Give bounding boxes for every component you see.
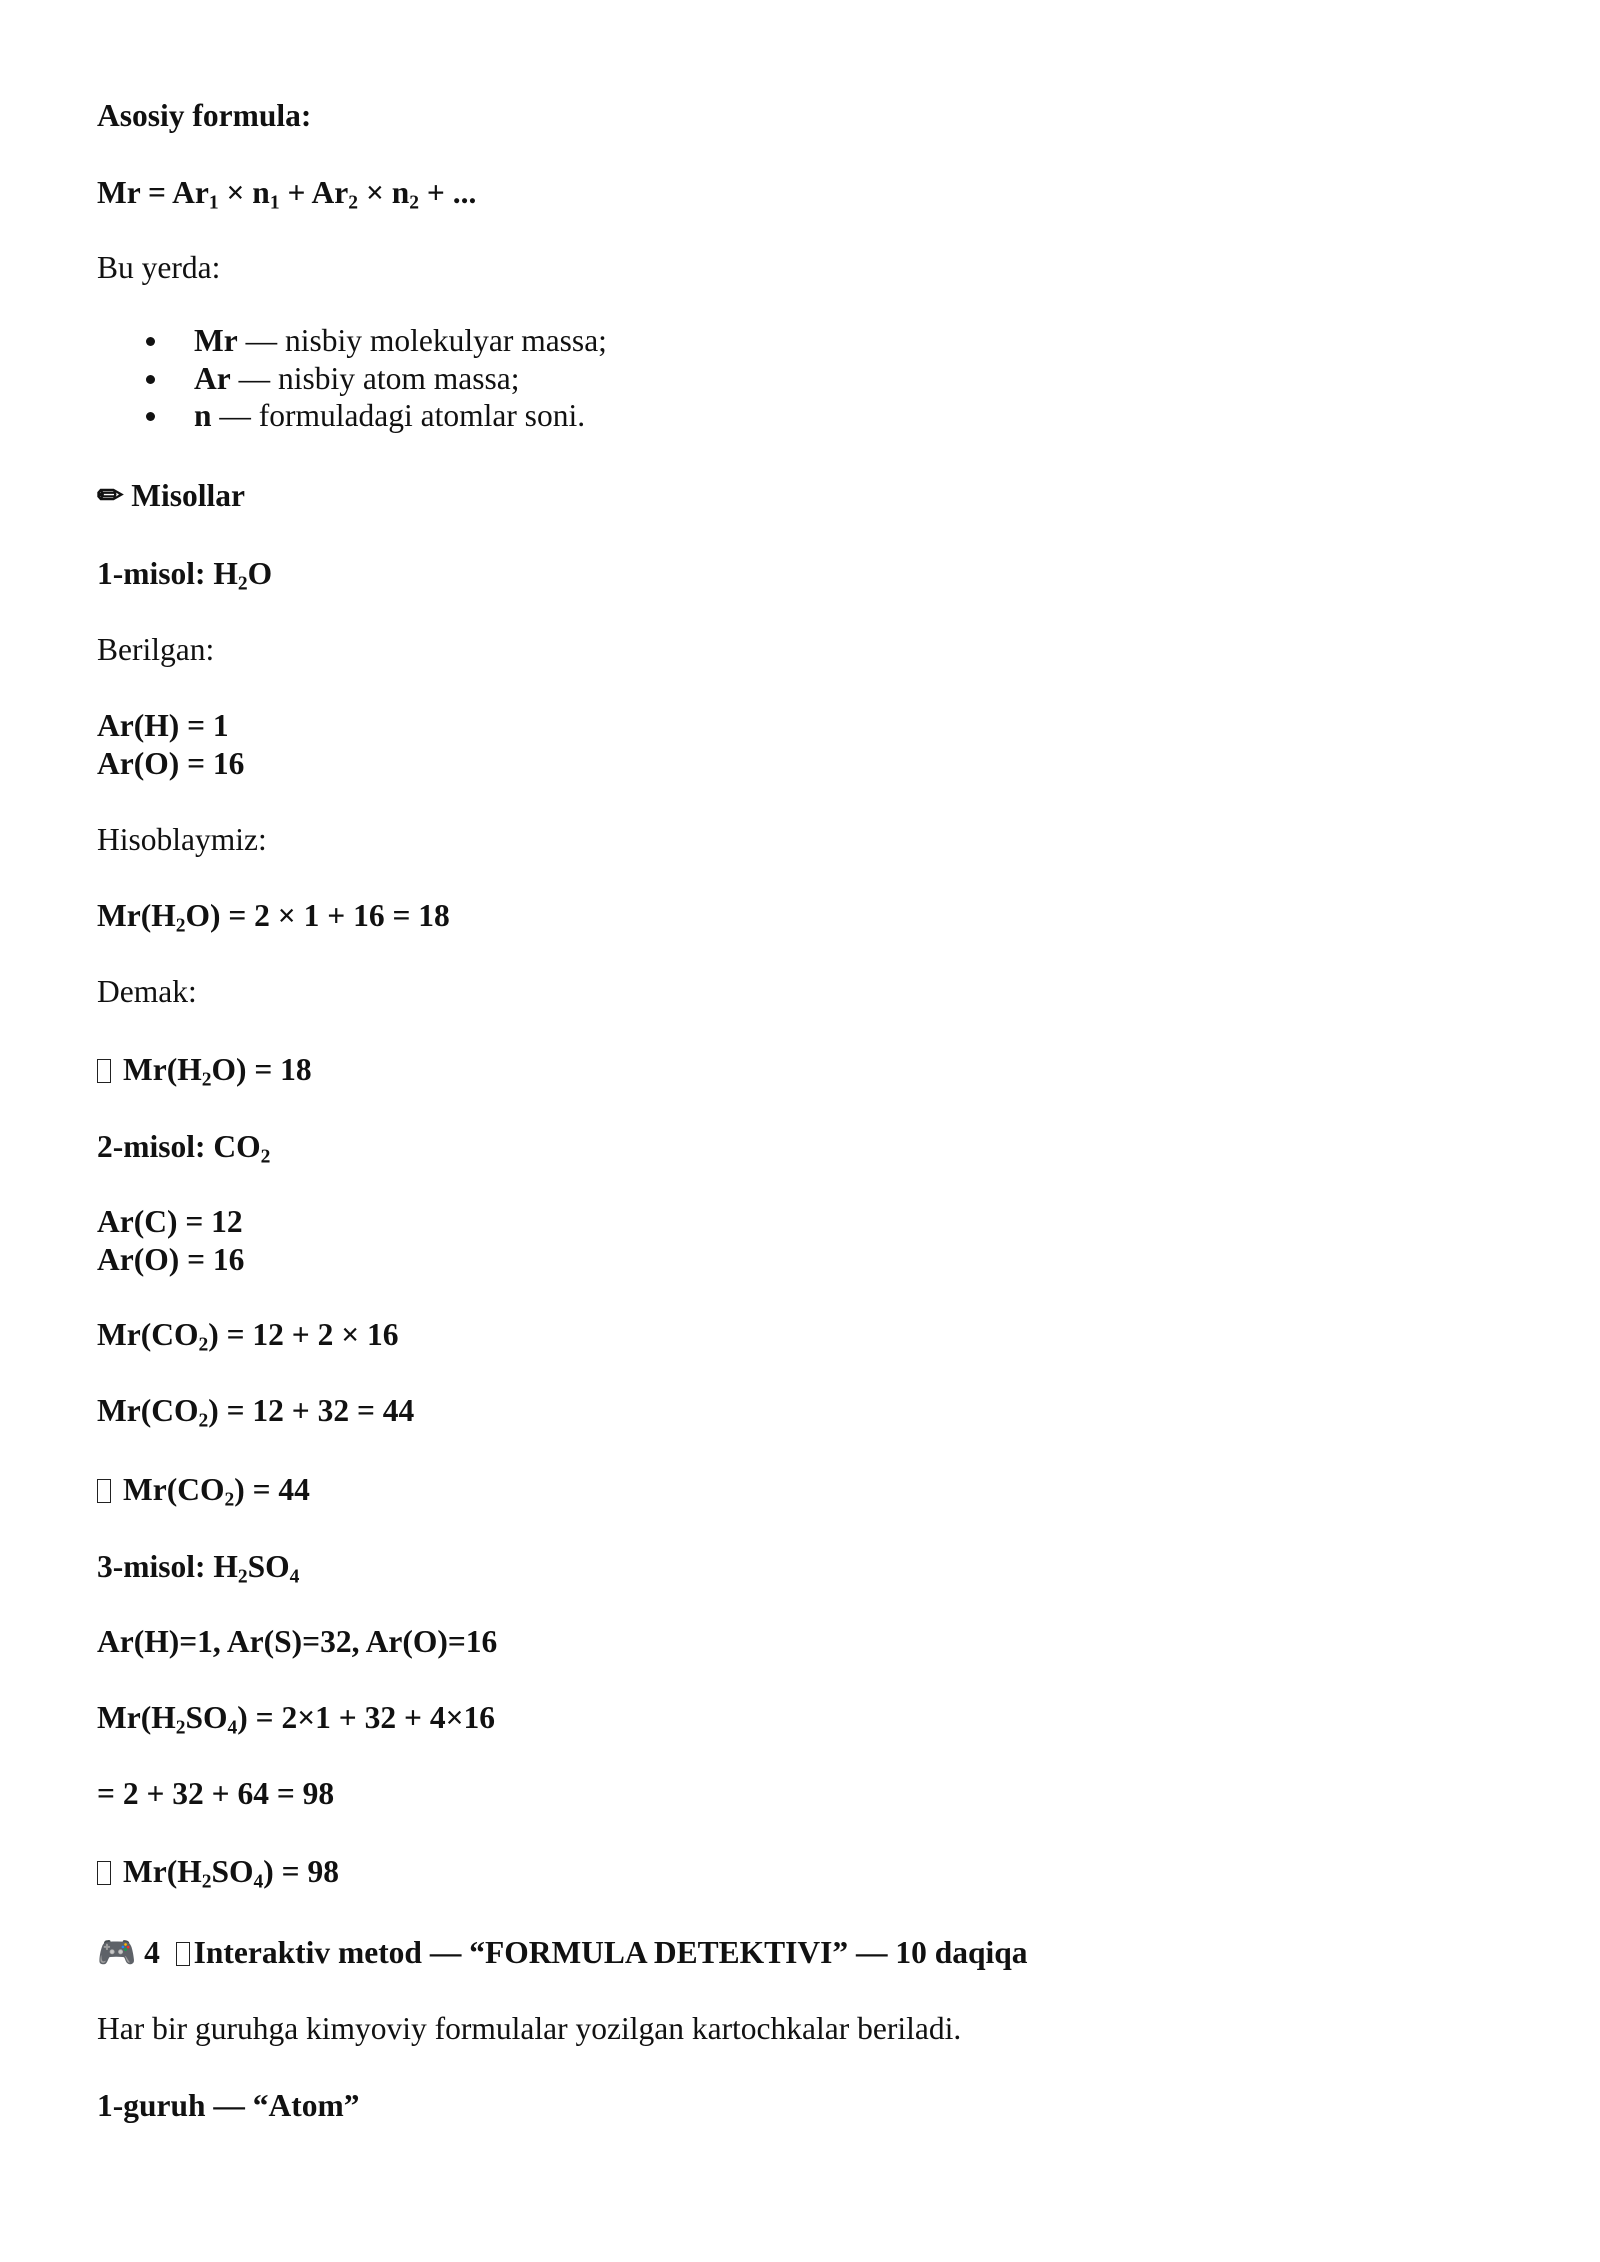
list-item: n — formuladagi atomlar soni. — [97, 397, 607, 435]
example-2-result: $Mr(CO_2) = 44$ — [97, 1471, 310, 1509]
list-item: Mr — nisbiy molekulyar massa; — [97, 322, 607, 360]
berilgan-label: Berilgan: — [97, 632, 215, 667]
bullet — [146, 337, 155, 346]
misollar-heading: ✏ Misollar — [97, 478, 246, 513]
missing-glyph-icon — [97, 1861, 111, 1885]
bullet — [146, 412, 155, 421]
section-4-heading: 🎮 4 Interaktiv metod — “FORMULA DETEKTIVI” — 10 daqiqa — [97, 1935, 1028, 1970]
gamepad-icon: 🎮 — [97, 1935, 137, 1970]
example-3-result: $Mr(H_2SO_4) = 98$ — [97, 1853, 339, 1891]
given-ar-o: Ar(O) = 16 — [97, 746, 245, 781]
bullet — [146, 375, 155, 384]
hisoblaymiz-label: Hisoblaymiz: — [97, 822, 267, 857]
example-1-result: $Mr(H_2O) = 18$ — [97, 1051, 312, 1089]
definitions-list — [97, 322, 607, 435]
given-ar-h: Ar(H) = 1 — [97, 708, 229, 743]
example-1-title: 1-misol: $H_2O$ — [97, 556, 273, 595]
example-2-title: 2-misol: $CO_2$ — [97, 1129, 271, 1168]
group-1-heading: 1-guruh — “Atom” — [97, 2088, 360, 2123]
example-1-calculation: $Mr(H_2O) = 2 \times 1 + 16 = 18$ — [97, 898, 450, 937]
given-ar-o-2: Ar(O) = 16 — [97, 1242, 245, 1277]
example-3-calculation-2: = 2 + 32 + 64 = 98 — [97, 1776, 335, 1811]
pencil-icon: ✏ — [97, 478, 124, 513]
missing-glyph-icon — [97, 1479, 111, 1503]
example-3-calculation-1: $Mr(H_2SO_4) = 2\times 1 + 32 + 4\times 16$ — [97, 1700, 496, 1739]
given-ar-c: Ar(C) = 12 — [97, 1204, 243, 1239]
missing-glyph-icon — [97, 1059, 111, 1083]
demak-label: Demak: — [97, 974, 197, 1009]
example-3-title: 3-misol: $H_2SO_4$ — [97, 1549, 300, 1588]
example-2-calculation-2: $Mr(CO_2) = 12 + 32 = 44$ — [97, 1393, 415, 1432]
given-ar-h-s-o: Ar(H)=1, Ar(S)=32, Ar(O)=16 — [97, 1624, 498, 1659]
heading-asosiy-formula: Asosiy formula: — [97, 98, 312, 133]
section-4-intro: Har bir guruhga kimyoviy formulalar yozilgan kartochkalar beriladi. — [97, 2011, 962, 2046]
list-item: Ar — nisbiy atom massa; — [97, 360, 607, 398]
bu-yerda-label: Bu yerda: — [97, 250, 221, 285]
missing-glyph-icon — [176, 1942, 190, 1966]
example-2-calculation-1: $Mr(CO_2) = 12 + 2 \times 16$ — [97, 1317, 399, 1356]
main-formula: $Mr = Ar_1 \times n_1 + Ar_2 \times n_2$ + ... — [97, 175, 477, 214]
